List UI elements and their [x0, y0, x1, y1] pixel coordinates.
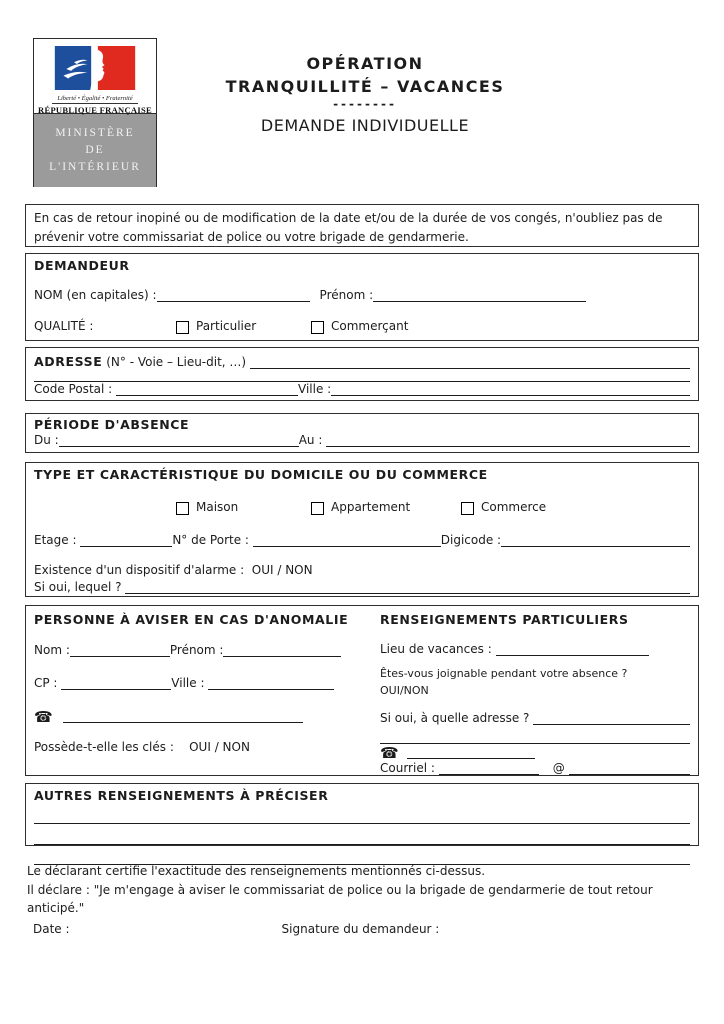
phone-icon-2: ☎	[380, 744, 399, 762]
signature-label: Signature du demandeur :	[281, 922, 440, 936]
lieu-vacances-label: Lieu de vacances :	[380, 642, 496, 656]
option-maison-label: Maison	[196, 500, 239, 514]
section-demandeur-title: DEMANDEUR	[34, 258, 130, 273]
personne-prenom-label: Prénom :	[169, 643, 224, 657]
section-personne-renseignements	[25, 605, 699, 776]
date-signature-row	[33, 922, 699, 936]
checkbox-commercant[interactable]	[311, 321, 324, 334]
si-oui-adresse-label: Si oui, à quelle adresse ?	[380, 711, 534, 725]
digicode-label: Digicode :	[440, 533, 502, 547]
personne-ville-label: Ville :	[171, 676, 209, 690]
at-symbol: @	[552, 761, 565, 775]
section-autres	[25, 783, 699, 846]
ministry-line2: DE	[85, 144, 105, 157]
declaration-text	[27, 862, 699, 918]
option-appartement[interactable]	[311, 500, 461, 514]
title-separator: --------	[333, 97, 397, 112]
personne-nom-field[interactable]	[70, 643, 170, 657]
checkbox-appartement[interactable]	[311, 502, 324, 515]
section-adresse	[25, 347, 699, 401]
option-commercant[interactable]	[311, 319, 408, 333]
checkbox-maison[interactable]	[176, 502, 189, 515]
courriel-label: Courriel :	[380, 761, 439, 775]
section-periode	[25, 413, 699, 453]
ministry-line3: L'INTÉRIEUR	[49, 160, 141, 173]
si-oui-adresse-field-line2[interactable]	[380, 734, 690, 744]
section-type-title: TYPE ET CARACTÉRISTIQUE DU DOMICILE OU DU COMMERCE	[34, 467, 488, 482]
personne-nom-label: Nom :	[34, 643, 70, 657]
adresse-field-line1[interactable]	[250, 355, 690, 369]
checkbox-commerce[interactable]	[461, 502, 474, 515]
logo-divider	[52, 103, 138, 104]
personne-prenom-field[interactable]	[223, 643, 341, 657]
cles-label: Possède-t-elle les clés : OUI / NON	[34, 740, 250, 754]
notice-box	[25, 204, 699, 247]
personne-cp-field[interactable]	[61, 676, 171, 690]
section-autres-title: AUTRES RENSEIGNEMENTS À PRÉCISER	[34, 788, 329, 803]
lequel-label: Si oui, lequel ?	[34, 580, 126, 594]
logo-motto: Liberté • Égalité • Fraternité	[57, 95, 133, 102]
declaration-line2: Il déclare : "Je m'engage à aviser le commissariat de police ou la brigade de gendarmerie de tout retour anticipé."	[27, 882, 653, 916]
form-title-line1: OPÉRATION	[306, 54, 424, 73]
code-postal-field[interactable]	[116, 382, 298, 396]
option-maison[interactable]	[176, 500, 311, 514]
courriel-local-field[interactable]	[439, 761, 539, 775]
du-field[interactable]	[59, 433, 299, 447]
prenom-label: Prénom :	[319, 288, 374, 302]
adresse-field-line2[interactable]	[34, 372, 690, 382]
ministry-line1: MINISTÈRE	[55, 127, 135, 140]
porte-label: N° de Porte :	[172, 533, 253, 547]
etage-label: Etage :	[34, 533, 81, 547]
joignable-value[interactable]: OUI/NON	[380, 683, 429, 697]
nom-label: NOM (en capitales) :	[34, 288, 157, 302]
courriel-domain-field[interactable]	[569, 761, 690, 775]
option-appartement-label: Appartement	[331, 500, 411, 514]
prenom-field[interactable]	[373, 288, 586, 302]
personne-cp-label: CP :	[34, 676, 62, 690]
notice-text: En cas de retour inopiné ou de modification de la date et/ou de la durée de vos congés, n'oubliez pas de prévenir votre commissariat de police ou votre brigade de gendarmerie.	[34, 211, 663, 244]
logo-republic-text: RÉPUBLIQUE FRANÇAISE	[38, 105, 152, 115]
au-label: Au :	[298, 433, 327, 447]
du-label: Du :	[34, 433, 59, 447]
form-subtitle: DEMANDE INDIVIDUELLE	[260, 115, 470, 135]
phone-icon: ☎	[34, 708, 53, 726]
etage-field[interactable]	[80, 533, 172, 547]
renseignements-phone-field[interactable]	[407, 745, 535, 759]
qualite-label: QUALITÉ :	[34, 319, 94, 333]
autres-field-line1[interactable]	[34, 818, 690, 824]
personne-phone-field[interactable]	[63, 709, 303, 723]
section-type-domicile	[25, 462, 699, 597]
alarme-label: Existence d'un dispositif d'alarme : OUI / NON	[34, 563, 313, 577]
column-renseignements	[364, 612, 690, 775]
si-oui-adresse-field[interactable]	[533, 711, 690, 725]
joignable-label: Êtes-vous joignable pendant votre absence ?	[380, 667, 628, 680]
checkbox-particulier[interactable]	[176, 321, 189, 334]
au-field[interactable]	[326, 433, 690, 447]
option-commerce[interactable]	[461, 500, 546, 514]
section-personne-title: PERSONNE À AVISER EN CAS D'ANOMALIE	[34, 612, 349, 627]
column-personne	[34, 612, 364, 775]
porte-field[interactable]	[253, 533, 441, 547]
declaration-line1: Le déclarant certifie l'exactitude des renseignements mentionnés ci-dessus.	[27, 864, 486, 878]
marianne-flag-icon	[52, 46, 138, 90]
section-adresse-title: ADRESSE	[34, 354, 103, 369]
adresse-title-suffix: (N° - Voie – Lieu-dit, …)	[102, 355, 250, 369]
lequel-field[interactable]	[125, 580, 690, 594]
date-label: Date :	[33, 922, 70, 936]
option-particulier[interactable]	[176, 319, 311, 333]
lieu-vacances-field[interactable]	[496, 642, 649, 656]
section-periode-title: PÉRIODE D'ABSENCE	[34, 417, 190, 432]
nom-field[interactable]	[157, 288, 310, 302]
ville-field[interactable]	[331, 382, 690, 396]
option-particulier-label: Particulier	[196, 319, 257, 333]
section-demandeur	[25, 253, 699, 341]
ville-label: Ville :	[298, 382, 332, 396]
section-renseignements-title: RENSEIGNEMENTS PARTICULIERS	[380, 612, 629, 627]
personne-ville-field[interactable]	[208, 676, 334, 690]
form-header	[130, 52, 600, 135]
form-title-line2: TRANQUILLITÉ – VACANCES	[225, 77, 505, 97]
autres-field-line2[interactable]	[34, 839, 690, 845]
option-commerce-label: Commerce	[481, 500, 547, 514]
digicode-field[interactable]	[501, 533, 690, 547]
option-commercant-label: Commerçant	[331, 319, 409, 333]
code-postal-label: Code Postal :	[34, 382, 117, 396]
